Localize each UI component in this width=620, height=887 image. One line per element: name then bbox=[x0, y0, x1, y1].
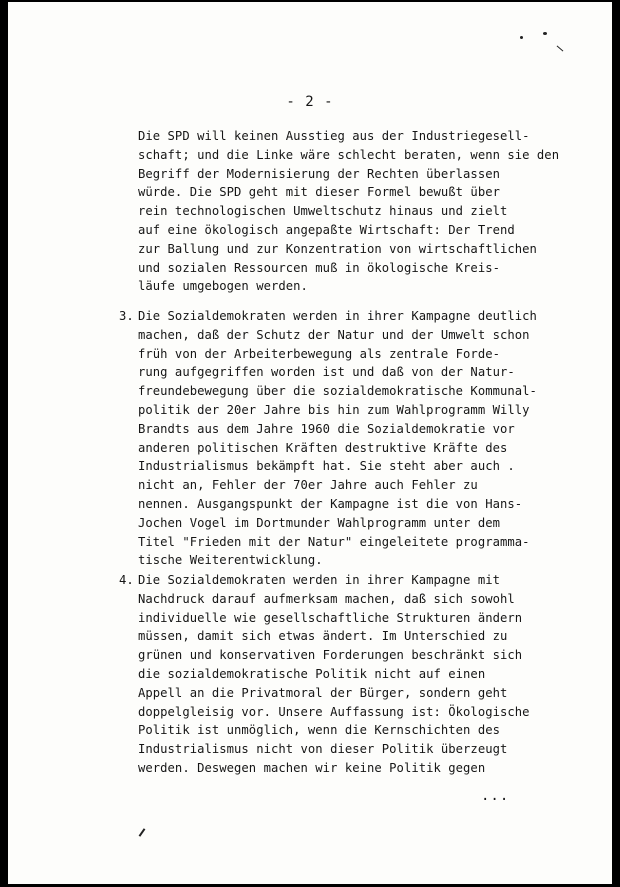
item-3-line: tische Weiterentwicklung. bbox=[138, 553, 323, 568]
item-3-line: Die Sozialdemokraten werden in ihrer Kampagne deutlich bbox=[138, 309, 537, 323]
item-3-line: rung aufgegriffen worden ist und daß von der Natur- bbox=[138, 365, 515, 380]
item-4-line: müssen, damit sich etwas ändert. Im Unterschied zu bbox=[138, 629, 508, 644]
item-4-number: 4. bbox=[119, 573, 134, 587]
item-3-line: nennen. Ausgangspunkt der Kampagne ist die von Hans- bbox=[138, 497, 523, 511]
item-4-line: die sozialdemokratische Politik nicht auf einen bbox=[138, 667, 486, 681]
item-4-line: Nachdruck darauf aufmerksam machen, daß sich sowohl bbox=[138, 591, 515, 606]
intro-line: läufe umgebogen werden. bbox=[138, 279, 308, 294]
item-4-line: werden. Deswegen machen wir keine Politik gegen bbox=[138, 761, 486, 775]
item-4-line: Industrialismus nicht von dieser Politik überzeugt bbox=[138, 742, 508, 757]
item-3-line: Industrialismus bekämpft hat. Sie steht aber auch . bbox=[138, 459, 515, 474]
item-4-line: grünen und konservativen Forderungen beschränkt sich bbox=[138, 648, 523, 663]
intro-line: rein technologischen Umweltschutz hinaus und zielt bbox=[138, 204, 508, 219]
item-3-line: früh von der Arbeiterbewegung als zentrale Forde- bbox=[138, 346, 500, 361]
intro-line: würde. Die SPD geht mit dieser Formel bewußt über bbox=[138, 185, 500, 200]
intro-line: schaft; und die Linke wäre schlecht beraten, wenn sie den bbox=[138, 147, 560, 162]
item-4-line: Die Sozialdemokraten werden in ihrer Kampagne mit bbox=[138, 573, 500, 587]
intro-line: zur Ballung und zur Konzentration von wirtschaftlichen bbox=[138, 241, 537, 256]
scan-speck bbox=[520, 36, 523, 39]
page-number: - 2 - bbox=[286, 94, 334, 110]
scan-speck bbox=[543, 32, 547, 35]
scan-speck bbox=[139, 828, 146, 837]
item-3-line: nicht an, Fehler der 70er Jahre auch Fehler zu bbox=[138, 478, 478, 493]
item-3-number: 3. bbox=[119, 309, 134, 323]
item-3-line: Jochen Vogel im Dortmunder Wahlprogramm unter dem bbox=[138, 515, 500, 530]
item-4-line: doppelgleisig vor. Unsere Auffassung ist: Ökologische bbox=[138, 704, 530, 719]
item-3-line: freundebewegung über die sozialdemokratische Kommunal- bbox=[138, 384, 537, 399]
continuation-marker: ... bbox=[481, 788, 510, 804]
intro-line: und sozialen Ressourcen muß in ökologische Kreis- bbox=[138, 260, 500, 275]
item-4-line: Politik ist unmöglich, wenn die Kernschichten des bbox=[138, 723, 500, 738]
intro-line: Begriff der Modernisierung der Rechten überlassen bbox=[138, 166, 500, 181]
intro-line: Die SPD will keinen Ausstieg aus der Industriegesell- bbox=[138, 129, 530, 143]
document-page bbox=[8, 2, 612, 884]
item-4-line: individuelle wie gesellschaftliche Strukturen ändern bbox=[138, 610, 523, 625]
item-3-line: politik der 20er Jahre bis hin zum Wahlprogramm Willy bbox=[138, 403, 530, 417]
item-3-line: Titel "Frieden mit der Natur" eingeleitete programma- bbox=[138, 534, 530, 549]
item-3-line: anderen politischen Kräften destruktive Kräfte des bbox=[138, 440, 508, 455]
item-4-line: Appell an die Privatmoral der Bürger, sondern geht bbox=[138, 685, 508, 700]
scan-speck bbox=[557, 46, 564, 52]
item-3-line: machen, daß der Schutz der Natur und der Umwelt schon bbox=[138, 327, 530, 342]
intro-line: auf eine ökologisch angepaßte Wirtschaft: Der Trend bbox=[138, 223, 515, 237]
item-3-line: Brandts aus dem Jahre 1960 die Sozialdemokratie vor bbox=[138, 421, 515, 436]
